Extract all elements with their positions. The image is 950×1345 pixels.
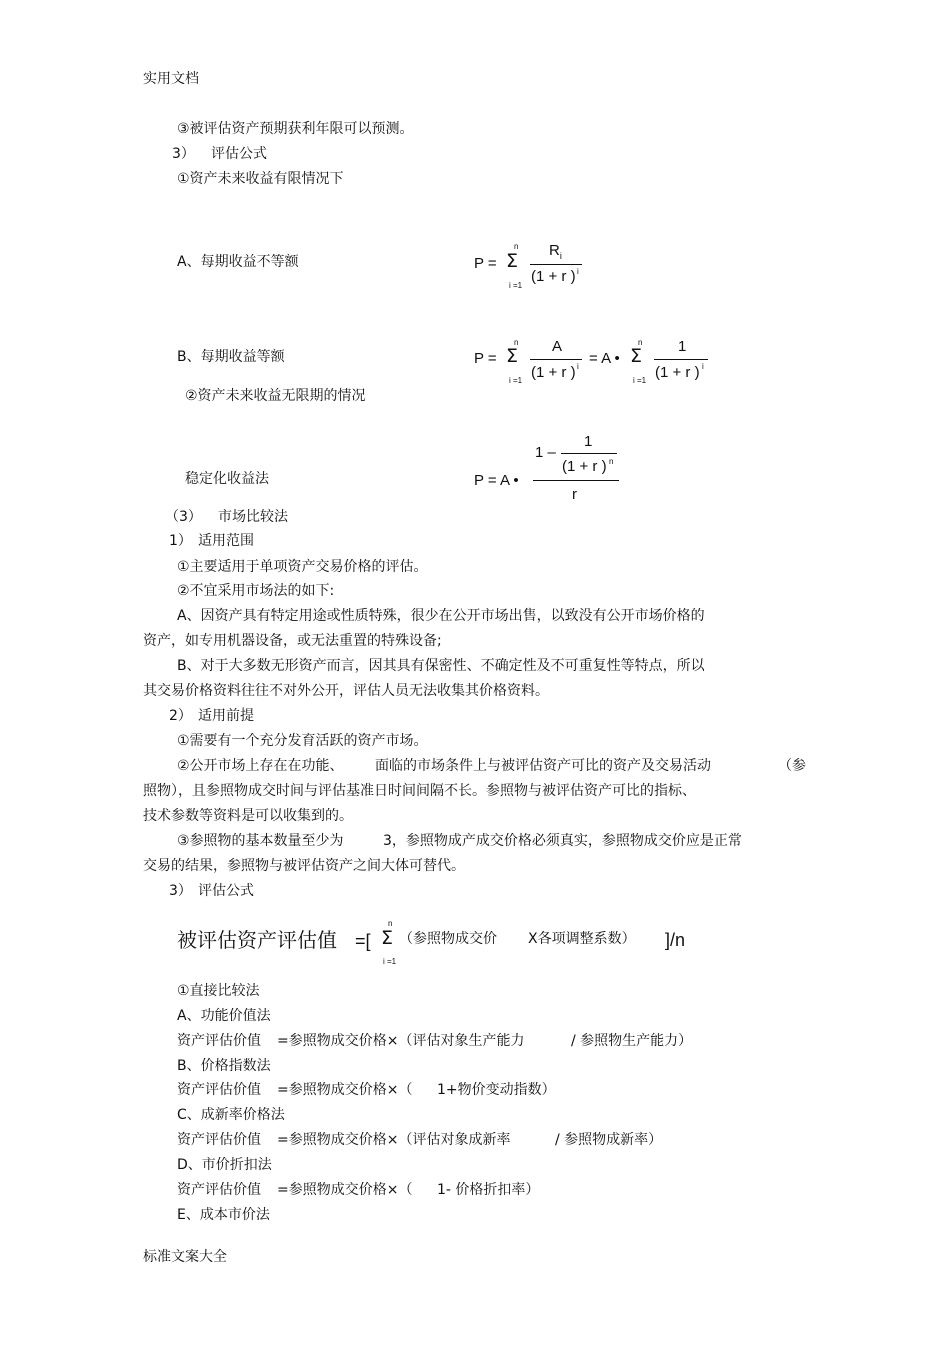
list-number: 1） (169, 533, 192, 549)
paragraph: ②不宜采用市场法的如下: (177, 583, 335, 599)
list-number: 2） (169, 708, 192, 724)
formula-eq: =[ (355, 931, 371, 951)
formula-x: X各项调整系数） (528, 931, 636, 947)
fraction-line (533, 480, 619, 481)
list-number: 3） (172, 146, 195, 162)
formula-text: 1+物价变动指数） (437, 1082, 556, 1098)
numerator: A (552, 338, 563, 355)
formula-text: =参照物成交价格×（ (277, 1182, 413, 1198)
exponent: i (577, 362, 579, 371)
sum-upper: n (514, 338, 519, 347)
exponent: i (702, 362, 704, 371)
exponent: i (577, 267, 579, 276)
equals-a: = A • (589, 350, 620, 367)
paragraph: ②资产未来收益无限期的情况 (185, 388, 366, 404)
formula-label: 稳定化收益法 (185, 471, 269, 487)
denominator: (1 + r ) (655, 364, 700, 381)
sigma-symbol: Σ (506, 345, 519, 367)
subsection-heading: 评估公式 (198, 883, 254, 899)
formula-p: P = (474, 255, 497, 272)
subsection-heading: 适用范围 (198, 533, 254, 549)
formula-text: / 参照物生产能力） (571, 1033, 693, 1049)
inner-numerator: 1 (584, 433, 593, 450)
sum-upper: n (638, 338, 643, 347)
formula-end: ]/n (665, 930, 686, 950)
paragraph: ②公开市场上存在在功能、 (177, 758, 344, 774)
section-heading: 市场比较法 (218, 509, 288, 525)
list-number: （3） (165, 509, 202, 525)
page-header: 实用文档 (143, 71, 199, 87)
method-heading: C、成新率价格法 (177, 1107, 285, 1123)
formula-pa: P = A • (474, 472, 519, 489)
formula-text: 1- 价格折扣率） (437, 1182, 540, 1198)
sum-upper: n (388, 919, 393, 928)
denominator: (1 + r ) (531, 364, 576, 381)
sigma-symbol: Σ (630, 345, 643, 367)
formula-mid: （参照物成交价 (399, 931, 497, 947)
paragraph: ①主要适用于单项资产交易价格的评估。 (177, 559, 428, 575)
sum-lower: i =1 (509, 281, 523, 290)
numerator: $R_i$ (549, 242, 562, 261)
formula-text: =参照物成交价格×（ (277, 1082, 413, 1098)
fraction-line (530, 264, 582, 265)
sigma-symbol: Σ (506, 250, 519, 272)
method-heading: D、市价折扣法 (177, 1157, 272, 1173)
formula-label: B、每期收益等额 (177, 349, 285, 365)
paragraph: 技术参数等资料是可以收集到的。 (143, 808, 353, 824)
paragraph: ①需要有一个充分发育活跃的资产市场。 (177, 733, 428, 749)
paragraph: 3，参照物成产成交价格必须真实，参照物成交价应是正常 (383, 833, 742, 849)
page-footer: 标准文案大全 (143, 1249, 227, 1265)
method-heading: E、成本市价法 (177, 1207, 270, 1223)
inner-denominator: (1 + r ) (562, 458, 607, 475)
method-heading: B、价格指数法 (177, 1058, 271, 1074)
subsection-heading: 适用前提 (198, 708, 254, 724)
paragraph: ③参照物的基本数量至少为 (177, 833, 344, 849)
paragraph: （参 (778, 758, 806, 774)
sum-upper: n (514, 242, 519, 251)
formula-text: =参照物成交价格×（评估对象生产能力 (277, 1033, 525, 1049)
formula-p: P = (474, 350, 497, 367)
sigma-symbol: Σ (381, 927, 394, 949)
formula-text: 资产评估价值 (177, 1033, 261, 1049)
formula-text: 资产评估价值 (177, 1132, 261, 1148)
paragraph: 资产，如专用机器设备，或无法重置的特殊设备; (143, 633, 442, 649)
one-minus: 1 – (535, 444, 556, 461)
paragraph: 照物），且参照物成交时间与评估基准日时间间隔不长。参照物与被评估资产可比的指标、 (143, 783, 696, 799)
formula-left: 被评估资产评估值 (177, 928, 337, 952)
formula-text: =参照物成交价格×（评估对象成新率 (277, 1132, 511, 1148)
formula-text: 资产评估价值 (177, 1082, 261, 1098)
paragraph: B、对于大多数无形资产而言，因其具有保密性、不确定性及不可重复性等特点，所以 (177, 658, 705, 674)
section-heading: 评估公式 (211, 146, 267, 162)
exponent: n (609, 457, 614, 466)
list-number: 3） (169, 883, 192, 899)
paragraph: A、因资产具有特定用途或性质特殊，很少在公开市场出售，以致没有公开市场价格的 (177, 608, 705, 624)
paragraph: ①直接比较法 (177, 983, 260, 999)
formula-text: / 参照物成新率） (555, 1132, 663, 1148)
formula-label: A、每期收益不等额 (177, 254, 299, 270)
numerator: 1 (678, 338, 687, 355)
denominator: r (572, 486, 577, 503)
formula-text: 资产评估价值 (177, 1182, 261, 1198)
paragraph: ①资产未来收益有限情况下 (177, 171, 344, 187)
method-heading: A、功能价值法 (177, 1008, 271, 1024)
paragraph: ③被评估资产预期获利年限可以预测。 (177, 121, 414, 137)
paragraph: 交易的结果，参照物与被评估资产之间大体可替代。 (143, 858, 465, 874)
sum-lower: i =1 (383, 957, 397, 966)
sum-lower: i =1 (633, 376, 647, 385)
sum-lower: i =1 (509, 376, 523, 385)
fraction-line (530, 359, 582, 360)
paragraph: 其交易价格资料往往不对外公开，评估人员无法收集其价格资料。 (143, 683, 549, 699)
paragraph: 面临的市场条件上与被评估资产可比的资产及交易活动 (375, 758, 711, 774)
fraction-line (654, 359, 708, 360)
denominator: (1 + r ) (531, 268, 576, 285)
